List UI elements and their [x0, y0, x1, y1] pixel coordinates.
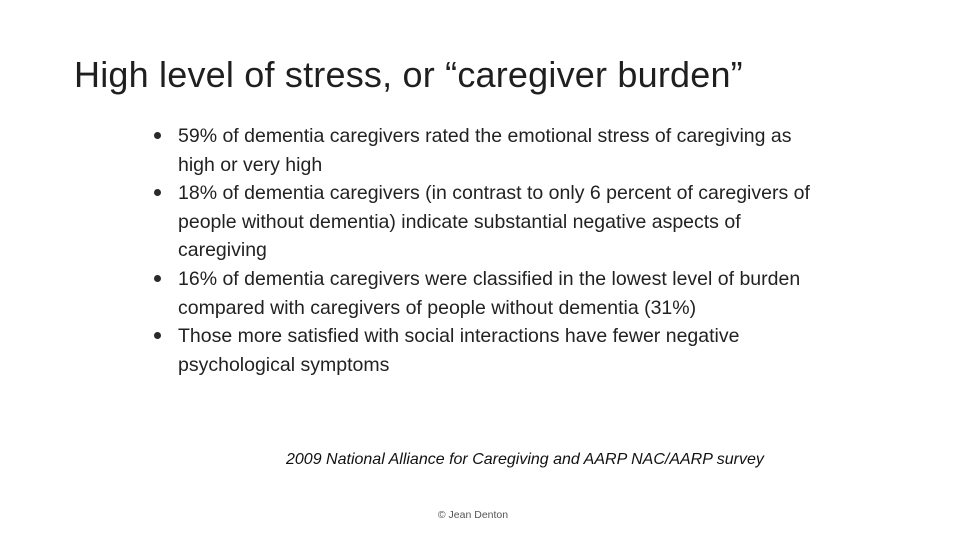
- slide-title: High level of stress, or “caregiver burden”: [74, 54, 743, 95]
- bullet-text: 59% of dementia caregivers rated the emotional stress of caregiving as high or very high: [178, 125, 792, 176]
- bullet-item: [148, 265, 828, 322]
- bullet-item: [148, 122, 828, 179]
- bullet-item: [148, 322, 828, 379]
- bullet-text: 16% of dementia caregivers were classified in the lowest level of burden compared with caregivers of people without dementia (31%): [178, 267, 801, 319]
- bullet-item: [148, 179, 828, 265]
- source-citation: 2009 National Alliance for Caregiving and AARP NAC/AARP survey: [286, 451, 764, 468]
- bullet-text: 18% of dementia caregivers (in contrast to only 6 percent of caregivers of people without dementia) indicate substantial negative aspects of caregiving: [178, 182, 810, 262]
- bullet-list: [148, 122, 828, 379]
- bullet-dot-icon: [154, 132, 161, 139]
- copyright-footer: © Jean Denton: [437, 509, 509, 521]
- bullet-dot-icon: [154, 332, 161, 339]
- bullet-dot-icon: [154, 189, 161, 196]
- bullet-text: Those more satisfied with social interactions have fewer negative psychological symptoms: [178, 325, 740, 376]
- bullet-dot-icon: [154, 275, 161, 282]
